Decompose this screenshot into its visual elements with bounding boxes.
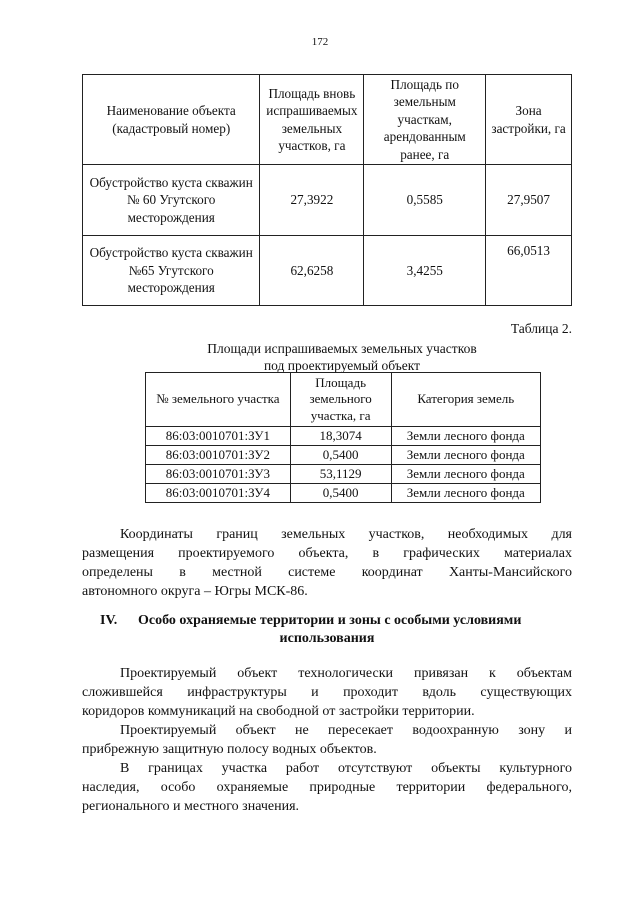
text-line: сложившейся инфраструктуры и проходит вдоль существующих xyxy=(82,685,572,700)
text-line: определены в местной системе координат Ханты-Мансийского xyxy=(82,565,572,580)
heritage-paragraph-end xyxy=(82,797,572,816)
plot-area-cell: 0,5400 xyxy=(290,484,391,503)
text-line: прибрежную защитную полосу водных объектов. xyxy=(82,742,377,757)
page-number: 172 xyxy=(311,36,329,48)
text-line: В границах участка работ отсутствуют объекты культурного xyxy=(120,761,572,776)
header-development-zone: Зона застройки, га xyxy=(486,75,572,165)
text-line: Координаты границ земельных участков, необходимых для xyxy=(120,527,572,542)
text-line: регионального и местного значения. xyxy=(82,799,300,814)
plot-number-cell: 86:03:0010701:ЗУ2 xyxy=(146,446,291,465)
table-header-row xyxy=(83,75,572,165)
plot-area-cell: 18,3074 xyxy=(290,427,391,446)
leased-area-cell: 3,4255 xyxy=(364,236,486,306)
table-row xyxy=(146,465,541,484)
table2-title-line: Площади испрашиваемых земельных участков xyxy=(207,341,477,356)
development-zone-cell: 27,9507 xyxy=(486,165,572,236)
section-title-line: Особо охраняемые территории и зоны с особыми условиями xyxy=(138,613,522,628)
table-row xyxy=(146,484,541,503)
leased-area-cell: 0,5585 xyxy=(364,165,486,236)
header-leased-area: Площадь по земельным участкам, арендованным ранее, га xyxy=(364,75,486,165)
new-area-cell: 27,3922 xyxy=(260,165,364,236)
table-row xyxy=(83,236,572,306)
land-plots-table xyxy=(145,372,541,503)
header-new-area: Площадь вновь испрашиваемых земельных участков, га xyxy=(260,75,364,165)
land-category-cell: Земли лесного фонда xyxy=(391,427,540,446)
coordinates-paragraph-end xyxy=(82,582,572,601)
table-row xyxy=(83,165,572,236)
section-title-line: использования xyxy=(279,631,375,646)
land-category-cell: Земли лесного фонда xyxy=(391,465,540,484)
object-name-cell: Обустройство куста скважин №65 Угутского месторождения xyxy=(83,236,260,306)
text-line: наследия, особо охраняемые природные территории федерального, xyxy=(82,780,572,795)
land-category-cell: Земли лесного фонда xyxy=(391,484,540,503)
text-line: коридоров коммуникаций на свободной от застройки территории. xyxy=(82,704,475,719)
header-object-name: Наименование объекта (кадастровый номер) xyxy=(83,75,260,165)
table-header-row xyxy=(146,373,541,427)
table-row xyxy=(146,427,541,446)
new-area-cell: 62,6258 xyxy=(260,236,364,306)
heritage-paragraph xyxy=(82,759,572,797)
object-name-cell: Обустройство куста скважин № 60 Угутского месторождения xyxy=(83,165,260,236)
table-row xyxy=(146,446,541,465)
text-line: размещения проектируемого объекта, в графических материалах xyxy=(82,546,572,561)
text-line: автономного округа – Югры МСК-86. xyxy=(82,584,308,599)
table2-title xyxy=(82,340,602,374)
section-number: IV. xyxy=(100,613,118,628)
land-category-cell: Земли лесного фонда xyxy=(391,446,540,465)
header-plot-area: Площадь земельного участка, га xyxy=(290,373,391,427)
water-zone-paragraph-end xyxy=(82,740,572,759)
plot-number-cell: 86:03:0010701:ЗУ4 xyxy=(146,484,291,503)
table2-title-line: под проектируемый объект xyxy=(263,358,421,373)
plot-number-cell: 86:03:0010701:ЗУ3 xyxy=(146,465,291,484)
development-zone-cell: 66,0513 xyxy=(486,236,572,306)
infrastructure-paragraph-end xyxy=(82,702,572,721)
infrastructure-paragraph xyxy=(82,664,572,702)
table2-caption: Таблица 2. xyxy=(510,321,572,336)
header-plot-number: № земельного участка xyxy=(146,373,291,427)
plot-area-cell: 0,5400 xyxy=(290,446,391,465)
text-line: Проектируемый объект технологически привязан к объектам xyxy=(120,666,572,681)
plot-area-cell: 53,1129 xyxy=(290,465,391,484)
plot-number-cell: 86:03:0010701:ЗУ1 xyxy=(146,427,291,446)
coordinates-paragraph xyxy=(82,525,572,582)
header-land-category: Категория земель xyxy=(391,373,540,427)
text-line: Проектируемый объект не пересекает водоохранную зону и xyxy=(120,723,572,738)
water-zone-paragraph xyxy=(82,721,572,740)
land-area-table xyxy=(82,74,572,306)
